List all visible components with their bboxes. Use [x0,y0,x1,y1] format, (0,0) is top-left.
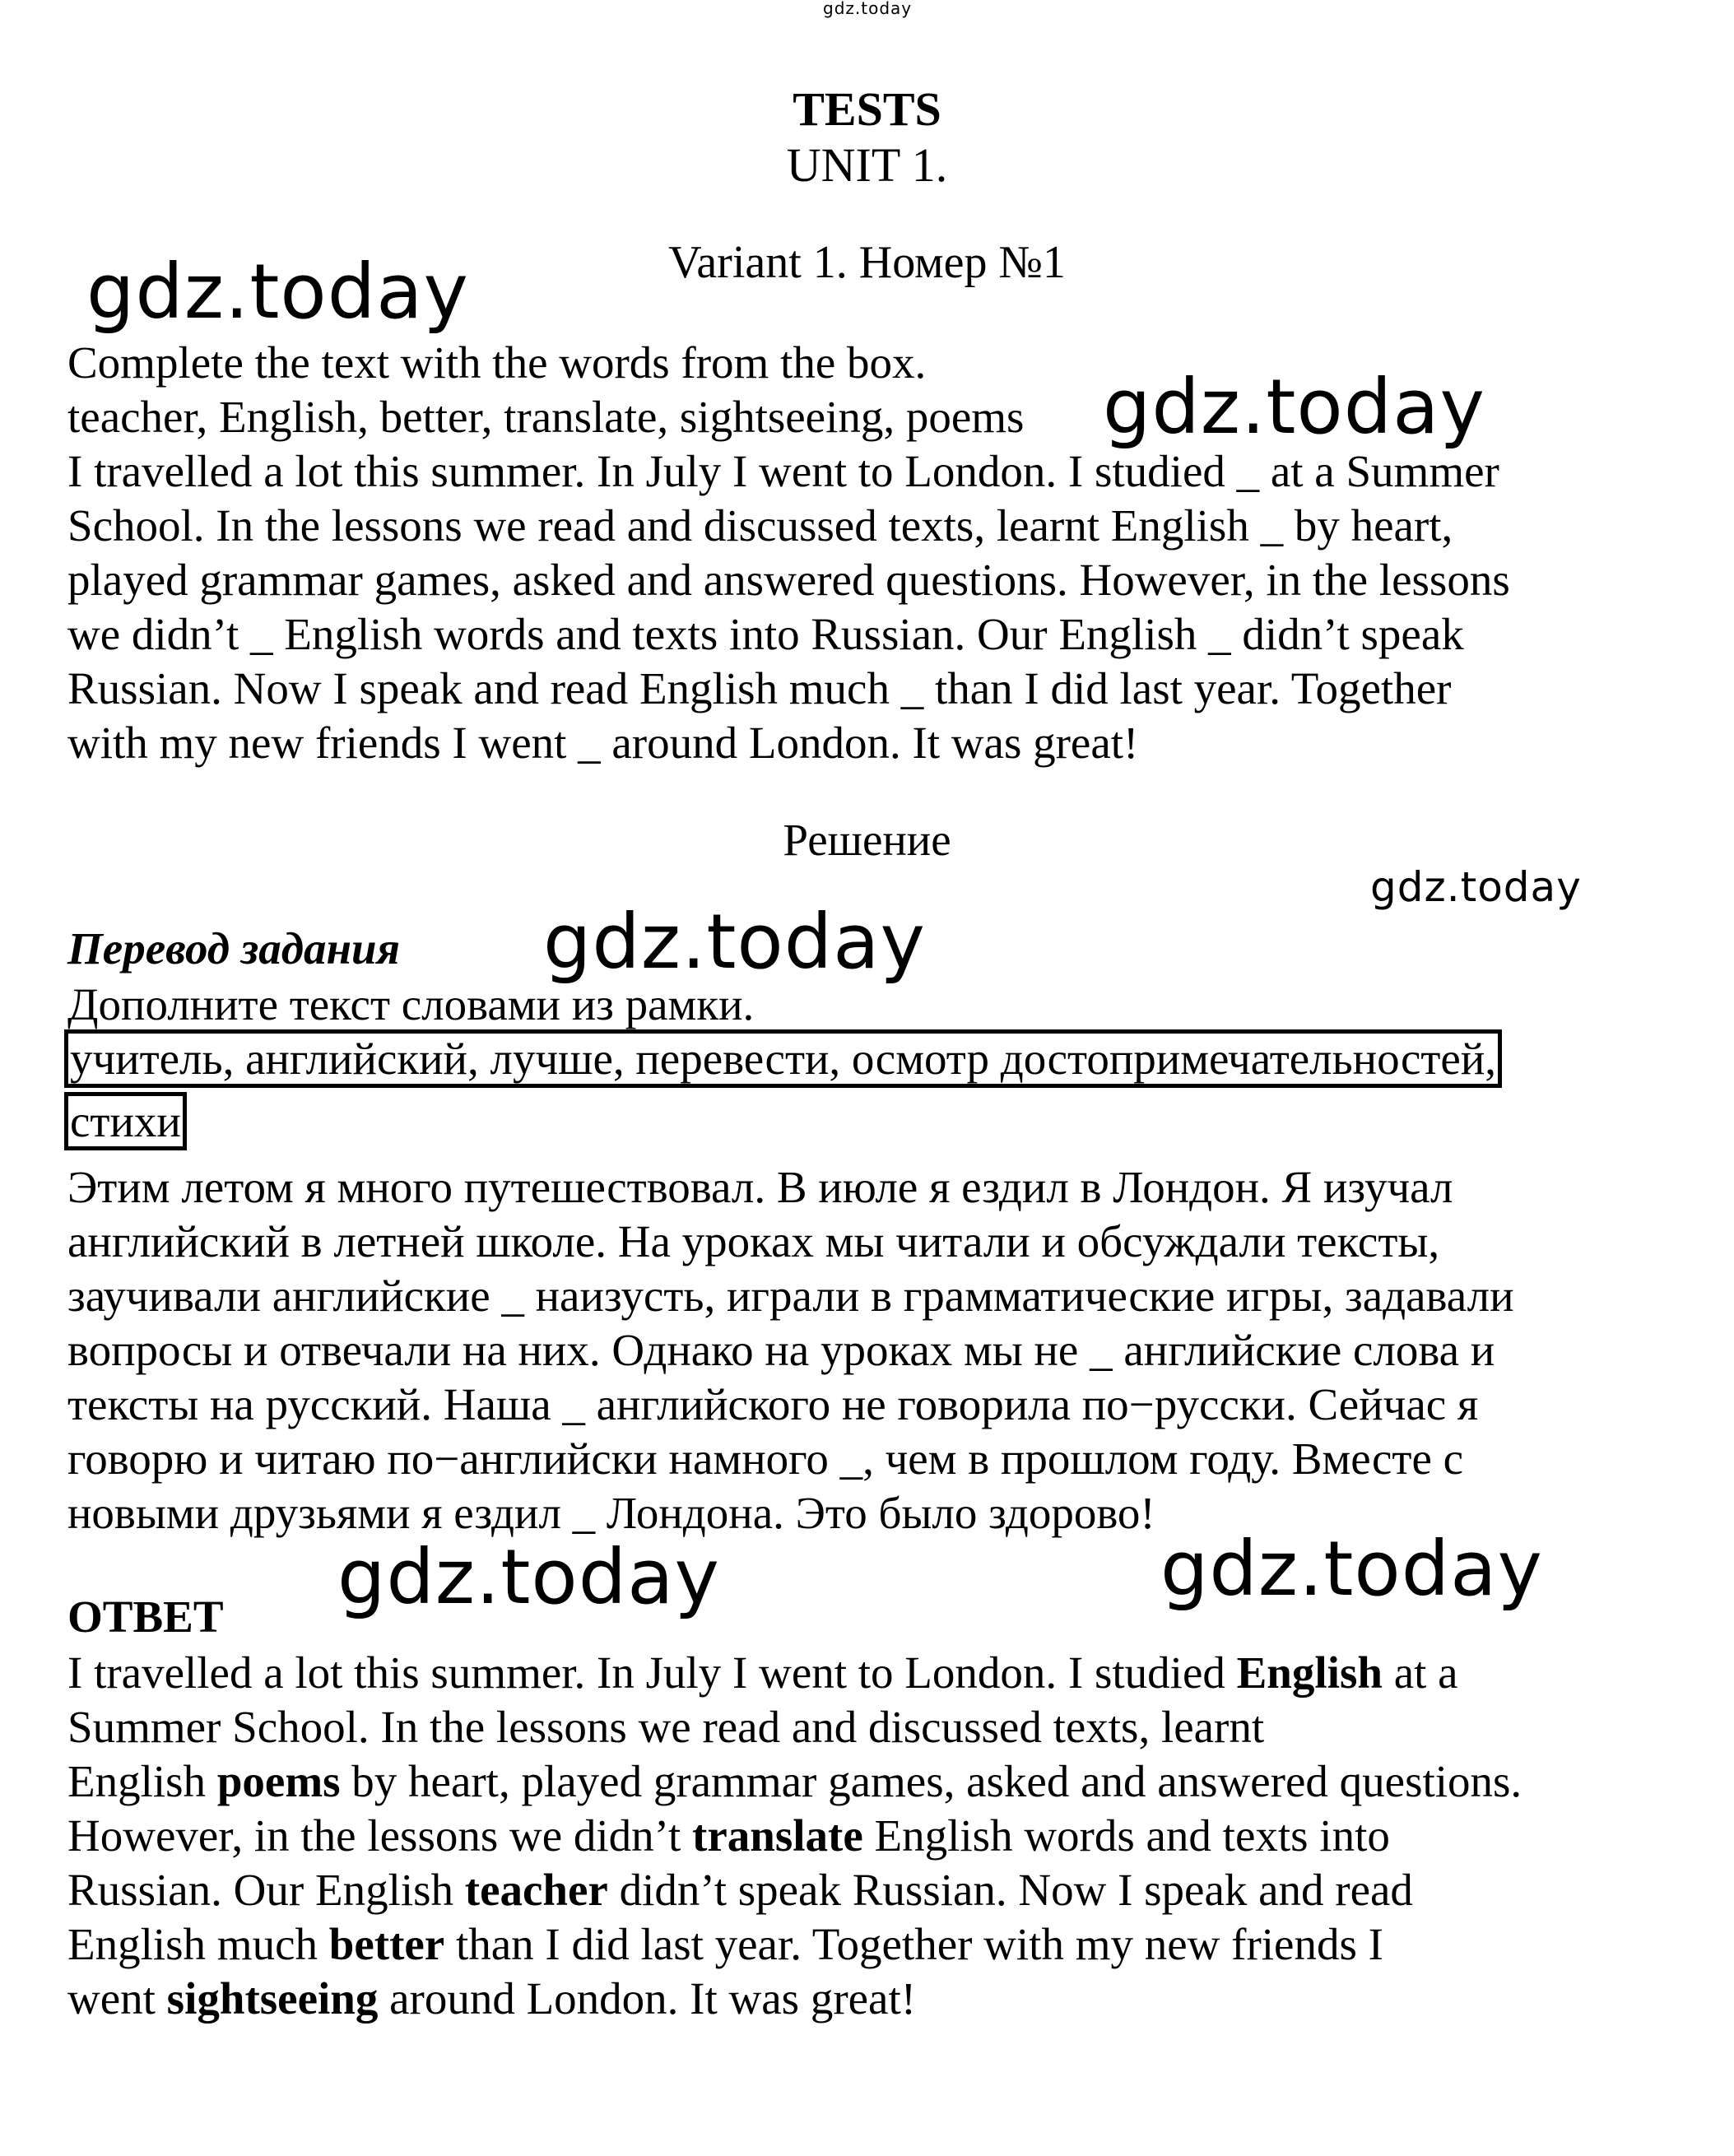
task-line: I travelled a lot this summer. In July I went to London. I studied _ at a Summer [67,446,1499,496]
task-line: School. In the lessons we read and discussed texts, learnt English _ by heart, [67,500,1453,551]
answer-line-2: Summer School. In the lessons we read and discussed texts, learnt [67,1702,1265,1752]
answer-line-7: went sightseeing around London. It was great! [67,1973,917,2024]
watermark-2: gdz.today [1103,363,1485,451]
watermark-top: gdz.today [823,0,913,18]
watermark-4: gdz.today [543,898,926,986]
title-tests: TESTS [793,82,941,136]
watermark-6: gdz.today [1160,1525,1543,1613]
answer-line-5: Russian. Our English teacher didn’t speak Russian. Now I speak and read [67,1865,1413,1915]
watermark-3: gdz.today [1370,863,1582,911]
task-instruction: Complete the text with the words from the box. [67,337,927,388]
answer-word: teacher [464,1865,608,1915]
answer-line-3: English poems by heart, played grammar games, asked and answered questions. [67,1756,1522,1806]
translation-heading: Перевод задания [67,923,400,973]
translation-line: новыми друзьями я ездил _ Лондона. Это было здорово! [67,1488,1155,1538]
translation-line: Этим летом я много путешествовал. В июле я ездил в Лондон. Я изучал [67,1162,1453,1212]
answer-heading: ОТВЕТ [67,1591,224,1642]
title-unit: UNIT 1. [786,138,948,192]
word-box-text-1: учитель, английский, лучше, перевести, осмотр достопримечательностей, [64,1029,1502,1088]
watermark-1: gdz.today [86,248,469,336]
translation-instruction: Дополните текст словами из рамки. [67,979,755,1029]
task-line: with my new friends I went _ around London. It was great! [67,718,1139,768]
task-line: played grammar games, asked and answered questions. However, in the lessons [67,555,1510,605]
variant-heading: Variant 1. Номер №1 [668,237,1066,288]
answer-word: better [328,1919,445,1969]
answer-line-4: However, in the lessons we didn’t translate English words and texts into [67,1810,1390,1861]
task-box-words: teacher, English, better, translate, sightseeing, poems [67,392,1025,442]
translation-line: вопросы и отвечали на них. Однако на уроках мы не _ английские слова и [67,1325,1495,1375]
translation-line: заучивали английские _ наизусть, играли в грамматические игры, задавали [67,1271,1514,1321]
translation-line: английский в летней школе. На уроках мы читали и обсуждали тексты, [67,1216,1440,1266]
answer-word: translate [692,1810,863,1861]
translation-line: тексты на русский. Наша _ английского не говорила по−русски. Сейчас я [67,1379,1479,1429]
answer-line-1: I travelled a lot this summer. In July I went to London. I studied English at a [67,1647,1458,1698]
answer-word: sightseeing [166,1973,379,2024]
task-line: Russian. Now I speak and read English much _ than I did last year. Together [67,663,1452,713]
word-box-text-2: стихи [64,1092,187,1150]
watermark-5: gdz.today [337,1533,720,1621]
solution-heading: Решение [783,815,951,865]
answer-line-6: English much better than I did last year. Together with my new friends I [67,1919,1383,1969]
answer-word: poems [216,1756,341,1806]
task-line: we didn’t _ English words and texts into Russian. Our English _ didn’t speak [67,609,1464,659]
word-box-line-1 [64,1032,1502,1086]
translation-line: говорю и читаю по−английски намного _, чем в прошлом году. Вместе с [67,1433,1464,1484]
answer-word: English [1236,1647,1383,1698]
word-box-line-2 [64,1094,187,1149]
